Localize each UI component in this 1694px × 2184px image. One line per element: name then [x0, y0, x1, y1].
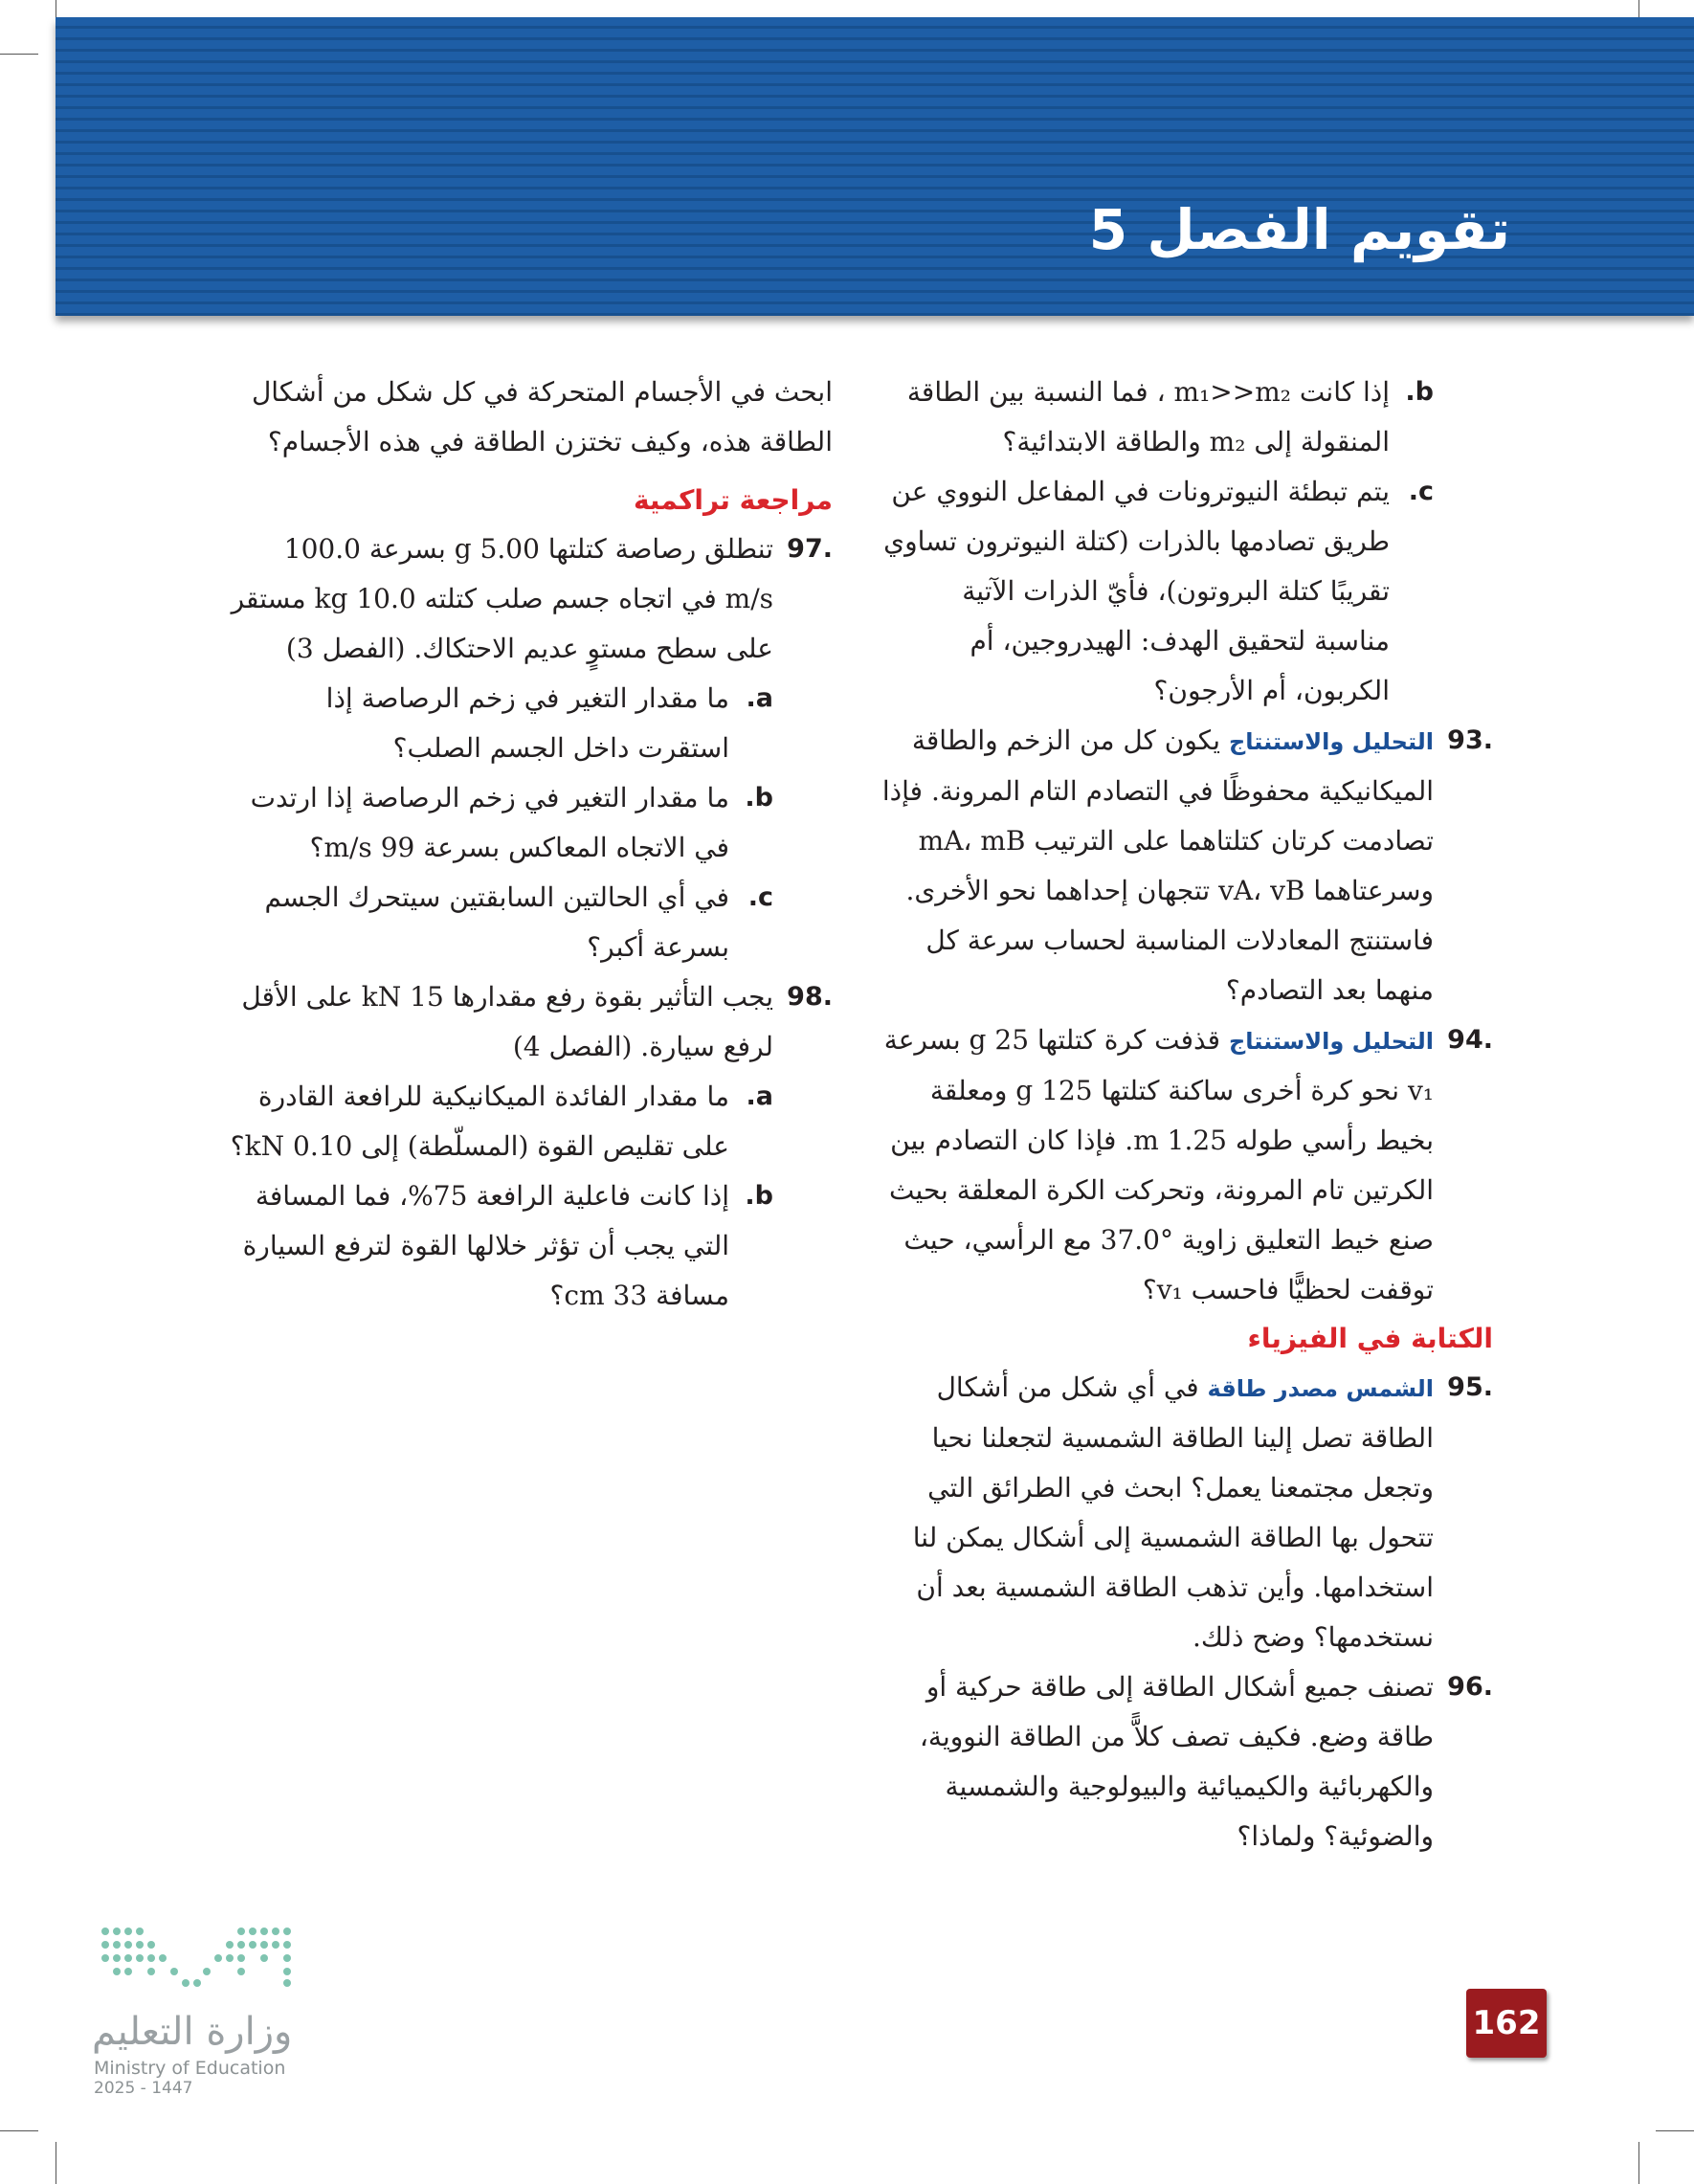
ministry-logo — [92, 1914, 312, 2098]
item-letter: c. — [747, 882, 773, 912]
logo-year: 2025 - 1447 — [94, 2079, 193, 2098]
question-number: 93. — [1447, 725, 1493, 755]
question-item — [880, 368, 1493, 467]
chapter-banner — [56, 17, 1694, 316]
item-text: في أي الحالتين السابقتين سيتحرك الجسم بسرعة أكبر؟ — [264, 881, 729, 963]
question-98 — [230, 972, 833, 1072]
item-letter: a. — [746, 683, 773, 713]
logo-text-english: Ministry of Education — [94, 2058, 286, 2079]
question-number: 95. — [1447, 1372, 1493, 1402]
item-letter: b. — [745, 783, 773, 813]
question-item — [230, 773, 833, 873]
question-number: 96. — [1447, 1672, 1493, 1702]
question-number: 98. — [787, 982, 833, 1012]
question-number: 97. — [787, 534, 833, 564]
item-text: ما مقدار التغير في زخم الرصاصة إذا ارتدت في الاتجاه المعاكس بسرعة 99 m/s؟ — [250, 782, 729, 863]
item-text: يتم تبطئة النيوترونات في المفاعل النووي عن طريق تصادمها بالذرات (كتلة النيوترون تساوي تقريبًا كتلة البروتون)، فأيّ الذرات الآتية مناسبة لتحقيق الهدف: الهيدروجين، أم الكربون، أم الأرجون؟ — [883, 476, 1390, 706]
item-text: ما مقدار الفائدة الميكانيكية للرافعة القادرة على تقليص القوة (المسلّطة) إلى 0.10 kN؟ — [230, 1081, 729, 1162]
logo-dots-icon — [98, 1922, 308, 1998]
right-column — [880, 368, 1493, 1861]
question-item — [230, 1171, 833, 1321]
question-text: يكون كل من الزخم والطاقة الميكانيكية محفوظًا في التصادم التام المرونة. فإذا تصادمت كرتان كتلتاهما على الترتيب mA، mB وسرعتاهما vA، vB تتجهان إحداهما نحو الأخرى. فاستنتج المعادلات المناسبة لحساب سرعة كل منهما بعد التصادم؟ — [881, 724, 1434, 1006]
question-text: في أي شكل من أشكال الطاقة تصل إلينا الطاقة الشمسية لتجعلنا نحيا وتجعل مجتمعنا يعمل؟ ابحث في الطرائق التي تتحول بها الطاقة الشمسية إلى أشكال يمكن لنا استخدامها. وأين تذهب الطاقة الشمسية بعد أن نستخدمها؟ وضح ذلك. — [912, 1371, 1434, 1653]
crop-mark — [0, 54, 38, 55]
question-96 — [880, 1662, 1493, 1861]
crop-mark — [0, 2130, 38, 2131]
page-number: 162 — [1466, 1989, 1547, 2058]
section-heading-review: مراجعة تراكمية — [633, 484, 833, 516]
section-heading-writing: الكتابة في الفيزياء — [1247, 1323, 1493, 1354]
item-letter: b. — [745, 1181, 773, 1211]
left-column — [230, 368, 833, 1321]
question-95 — [880, 1363, 1493, 1662]
question-tag: التحليل والاستنتاج — [1228, 1028, 1434, 1055]
question-97 — [230, 524, 833, 674]
question-item — [230, 674, 833, 773]
question-text: يجب التأثير بقوة رفع مقدارها 15 kN على الأقل لرفع سيارة. (الفصل 4) — [241, 981, 773, 1062]
item-text: إذا كانت m₁>>m₂ ، فما النسبة بين الطاقة المنقولة إلى m₂ والطاقة الابتدائية؟ — [906, 376, 1390, 457]
item-letter: b. — [1405, 377, 1434, 407]
item-letter: a. — [746, 1081, 773, 1111]
logo-text-arabic: وزارة التعليم — [92, 2010, 293, 2054]
crop-mark — [1656, 2130, 1694, 2131]
question-93 — [880, 716, 1493, 1015]
question-number: 94. — [1447, 1025, 1493, 1055]
intro-paragraph: ابحث في الأجسام المتحركة في كل شكل من أشكال الطاقة هذه، وكيف تختزن الطاقة في هذه الأجسام؟ — [251, 376, 833, 457]
question-94 — [880, 1015, 1493, 1315]
question-text: تصنف جميع أشكال الطاقة إلى طاقة حركية أو طاقة وضع. فكيف تصف كلاًّ من الطاقة النووية، والكهربائية والكيميائية والبيولوجية والشمسية والضوئية؟ ولماذا؟ — [919, 1671, 1434, 1852]
question-item — [230, 873, 833, 972]
crop-mark — [1638, 2142, 1639, 2184]
item-text: ما مقدار التغير في زخم الرصاصة إذا استقرت داخل الجسم الصلب؟ — [325, 682, 729, 764]
item-letter: c. — [1408, 477, 1434, 506]
question-text: قذفت كرة كتلتها 25 g بسرعة v₁ نحو كرة أخرى ساكنة كتلتها 125 g ومعلقة بخيط رأسي طوله 1.25 m. فإذا كان التصادم بين الكرتين تام المرونة، وتحركت الكرة المعلقة بحيث صنع خيط التعليق زاوية °37.0 مع الرأسي، حيث توقفت لحظيًّا فاحسب v₁؟ — [883, 1024, 1434, 1305]
page-title: تقويم الفصل 5 — [1088, 197, 1510, 262]
question-text: تنطلق رصاصة كتلتها 5.00 g بسرعة 100.0 m/s في اتجاه جسم صلب كتلته 10.0 kg مستقر على سطح مستوٍ عديم الاحتكاك. (الفصل 3) — [231, 533, 773, 664]
item-text: إذا كانت فاعلية الرافعة 75%، فما المسافة التي يجب أن تؤثر خلالها القوة لترفع السيارة مسافة 33 cm؟ — [242, 1180, 729, 1311]
question-item — [880, 467, 1493, 716]
question-tag: التحليل والاستنتاج — [1228, 728, 1434, 755]
question-item — [230, 1072, 833, 1171]
question-tag: الشمس مصدر طاقة — [1207, 1375, 1434, 1402]
